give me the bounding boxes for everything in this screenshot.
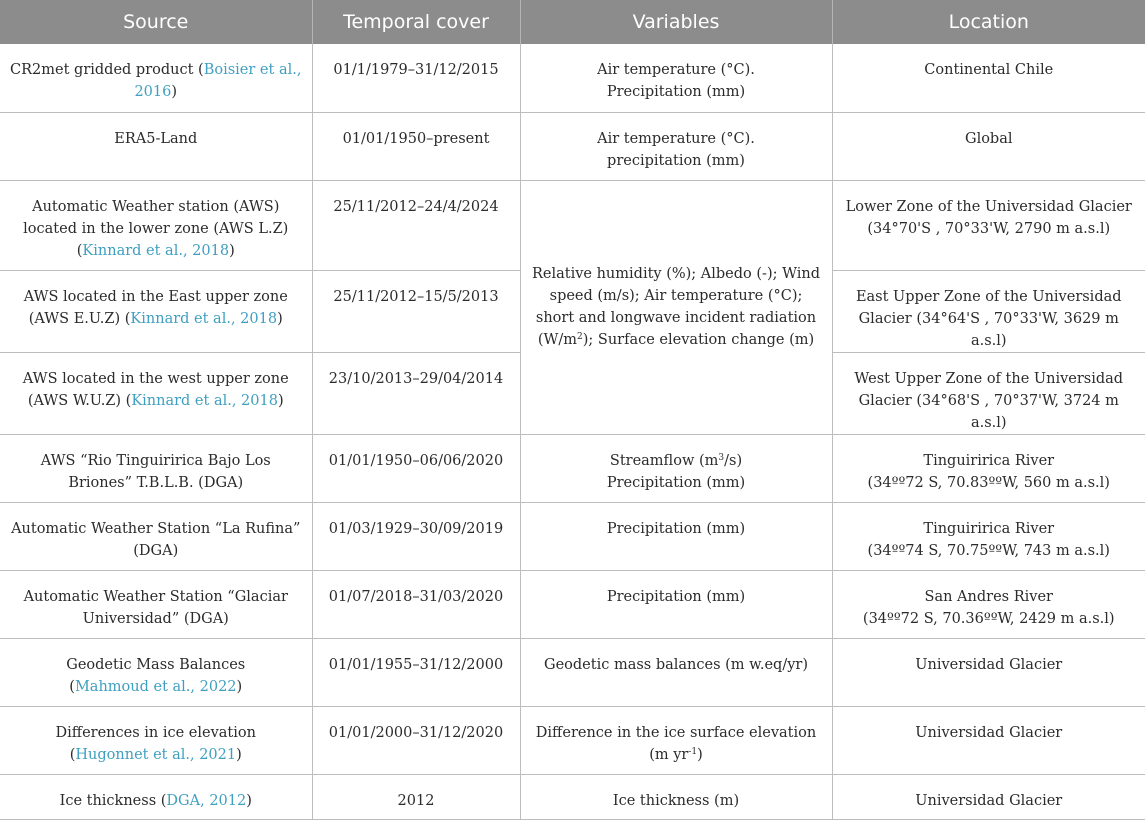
source-text: ): [246, 792, 252, 809]
header-row: [0, 0, 1145, 44]
temporal-cell: 01/1/1979–31/12/2015: [312, 44, 520, 112]
location-cell: Universidad Glacier: [832, 774, 1145, 819]
location-cell: East Upper Zone of the Universidad Glacier (34°64'S , 70°33'W, 3629 m a.s.l): [832, 270, 1145, 352]
location-cell: West Upper Zone of the Universidad Glacier (34°68'S , 70°37'W, 3724 m a.s.l): [832, 352, 1145, 434]
variable-text: Air temperature (°C).: [597, 62, 755, 78]
table-row: [0, 570, 1145, 638]
source-cell: AWS “Rio Tinguiririca Bajo Los Briones” T.B.L.B. (DGA): [0, 434, 312, 502]
merged-aws-variables-cell: [520, 180, 832, 434]
variable-text: ): [697, 746, 703, 763]
source-cell: Geodetic Mass Balances (Mahmoud et al., 2022): [0, 638, 312, 706]
variable-text: Air temperature (°C).: [597, 130, 755, 147]
temporal-cell: 25/11/2012–24/4/2024: [312, 180, 520, 270]
source-text: ): [171, 84, 178, 100]
location-text: Tinguiririca River: [923, 520, 1055, 537]
location-text: San Andres River: [924, 588, 1053, 605]
source-text: Differences in ice elevation: [55, 724, 256, 741]
temporal-cell: 01/01/1950–06/06/2020: [312, 434, 520, 502]
temporal-cell: 01/07/2018–31/03/2020: [312, 570, 520, 638]
source-cell: Automatic Weather Station “La Rufina” (DGA): [0, 502, 312, 570]
location-cell: Global: [832, 112, 1145, 180]
header-location: Location: [832, 0, 1145, 44]
variables-cell: Precipitation (mm): [520, 502, 832, 570]
location-cell: Continental Chile: [832, 44, 1145, 112]
variable-text: (m yr: [649, 746, 689, 763]
source-cell: ERA5-Land: [0, 112, 312, 180]
variables-cell: Geodetic mass balances (m w.eq/yr): [520, 638, 832, 706]
source-cell: Automatic Weather Station “Glaciar Universidad” (DGA): [0, 570, 312, 638]
variables-cell: [520, 44, 832, 112]
source-text: Geodetic Mass Balances: [66, 656, 246, 673]
variable-text: Precipitation (mm): [606, 84, 746, 100]
location-cell: [832, 502, 1145, 570]
table-row: [0, 706, 1145, 774]
variable-text: /s): [724, 452, 743, 469]
temporal-cell: 23/10/2013–29/04/2014: [312, 352, 520, 434]
source-text: ): [229, 242, 235, 259]
header-temporal-cover: Temporal cover: [312, 0, 520, 44]
variables-cell: [520, 434, 832, 502]
citation-link[interactable]: DGA, 2012: [166, 792, 247, 809]
table-row: [0, 44, 1145, 112]
citation-link[interactable]: Kinnard et al., 2018: [130, 310, 278, 327]
source-cell: [0, 352, 312, 434]
superscript: 3: [718, 452, 725, 463]
variables-cell: Precipitation (mm): [520, 570, 832, 638]
source-text: Ice thickness (: [59, 792, 167, 809]
source-text: AWS located in the East upper zone (AWS E.U.Z) (: [23, 288, 288, 327]
location-cell: Universidad Glacier: [832, 638, 1145, 706]
temporal-cell: 25/11/2012–15/5/2013: [312, 270, 520, 352]
temporal-cell: 2012: [312, 774, 520, 819]
source-cell: [0, 270, 312, 352]
citation-link[interactable]: Kinnard et al., 2018: [131, 392, 278, 409]
variable-text: precipitation (mm): [607, 152, 745, 169]
source-text: Automatic Weather station (AWS) located in the lower zone (AWS L.Z) (: [23, 198, 289, 259]
location-cell: [832, 570, 1145, 638]
location-coords: (34ºº74 S, 70.75ººW, 743 m a.s.l): [867, 542, 1110, 559]
temporal-cell: 01/01/1955–31/12/2000: [312, 638, 520, 706]
source-cell: [0, 180, 312, 270]
location-text: Lower Zone of the Universidad Glacier: [845, 198, 1132, 215]
citation-link[interactable]: Hugonnet et al., 2021: [75, 746, 237, 763]
location-cell: [832, 180, 1145, 270]
table-row: [0, 774, 1145, 819]
superscript: -1: [688, 746, 698, 757]
source-cell: [0, 774, 312, 819]
table-row: [0, 638, 1145, 706]
citation-link[interactable]: Mahmoud et al., 2022: [74, 678, 237, 695]
variables-cell: [520, 706, 832, 774]
citation-link[interactable]: Boisier et al., 2016: [134, 62, 302, 100]
source-text: CR2met gridded product (: [10, 62, 204, 78]
variable-text: Difference in the ice surface elevation: [535, 724, 817, 741]
variable-text: Precipitation (mm): [606, 474, 746, 491]
header-source: Source: [0, 0, 312, 44]
table-row: [0, 502, 1145, 570]
variables-cell: [520, 112, 832, 180]
location-cell: Universidad Glacier: [832, 706, 1145, 774]
source-text: AWS located in the west upper zone (AWS W.U.Z) (: [22, 370, 289, 409]
source-text: ): [277, 310, 283, 327]
header-variables: Variables: [520, 0, 832, 44]
temporal-cell: 01/01/1950–present: [312, 112, 520, 180]
location-coords: (34ºº72 S, 70.36ººW, 2429 m a.s.l): [862, 610, 1115, 627]
temporal-cell: 01/03/1929–30/09/2019: [312, 502, 520, 570]
table-row: [0, 434, 1145, 502]
location-cell: [832, 434, 1145, 502]
table-row: [0, 180, 1145, 270]
location-coords: (34ºº72 S, 70.83ººW, 560 m a.s.l): [867, 474, 1110, 491]
variables-cell: Ice thickness (m): [520, 774, 832, 819]
table-row: [0, 112, 1145, 180]
variable-text: ); Surface elevation change (m): [582, 332, 815, 348]
location-text: Tinguiririca River: [923, 452, 1055, 469]
location-coords: (34°70'S , 70°33'W, 2790 m a.s.l): [867, 220, 1111, 237]
source-text: ): [277, 392, 284, 409]
temporal-cell: 01/01/2000–31/12/2020: [312, 706, 520, 774]
citation-link[interactable]: Kinnard et al., 2018: [82, 242, 230, 259]
variable-text: Relative humidity (%); Albedo (-); Wind speed (m/s); Air temperature (°C); short and longwave incident radiation (W/m: [531, 266, 821, 348]
source-cell: Differences in ice elevation (Hugonnet et al., 2021): [0, 706, 312, 774]
source-cell: [0, 44, 312, 112]
superscript: 2: [577, 332, 583, 342]
variable-text: Streamflow (m: [609, 452, 719, 469]
